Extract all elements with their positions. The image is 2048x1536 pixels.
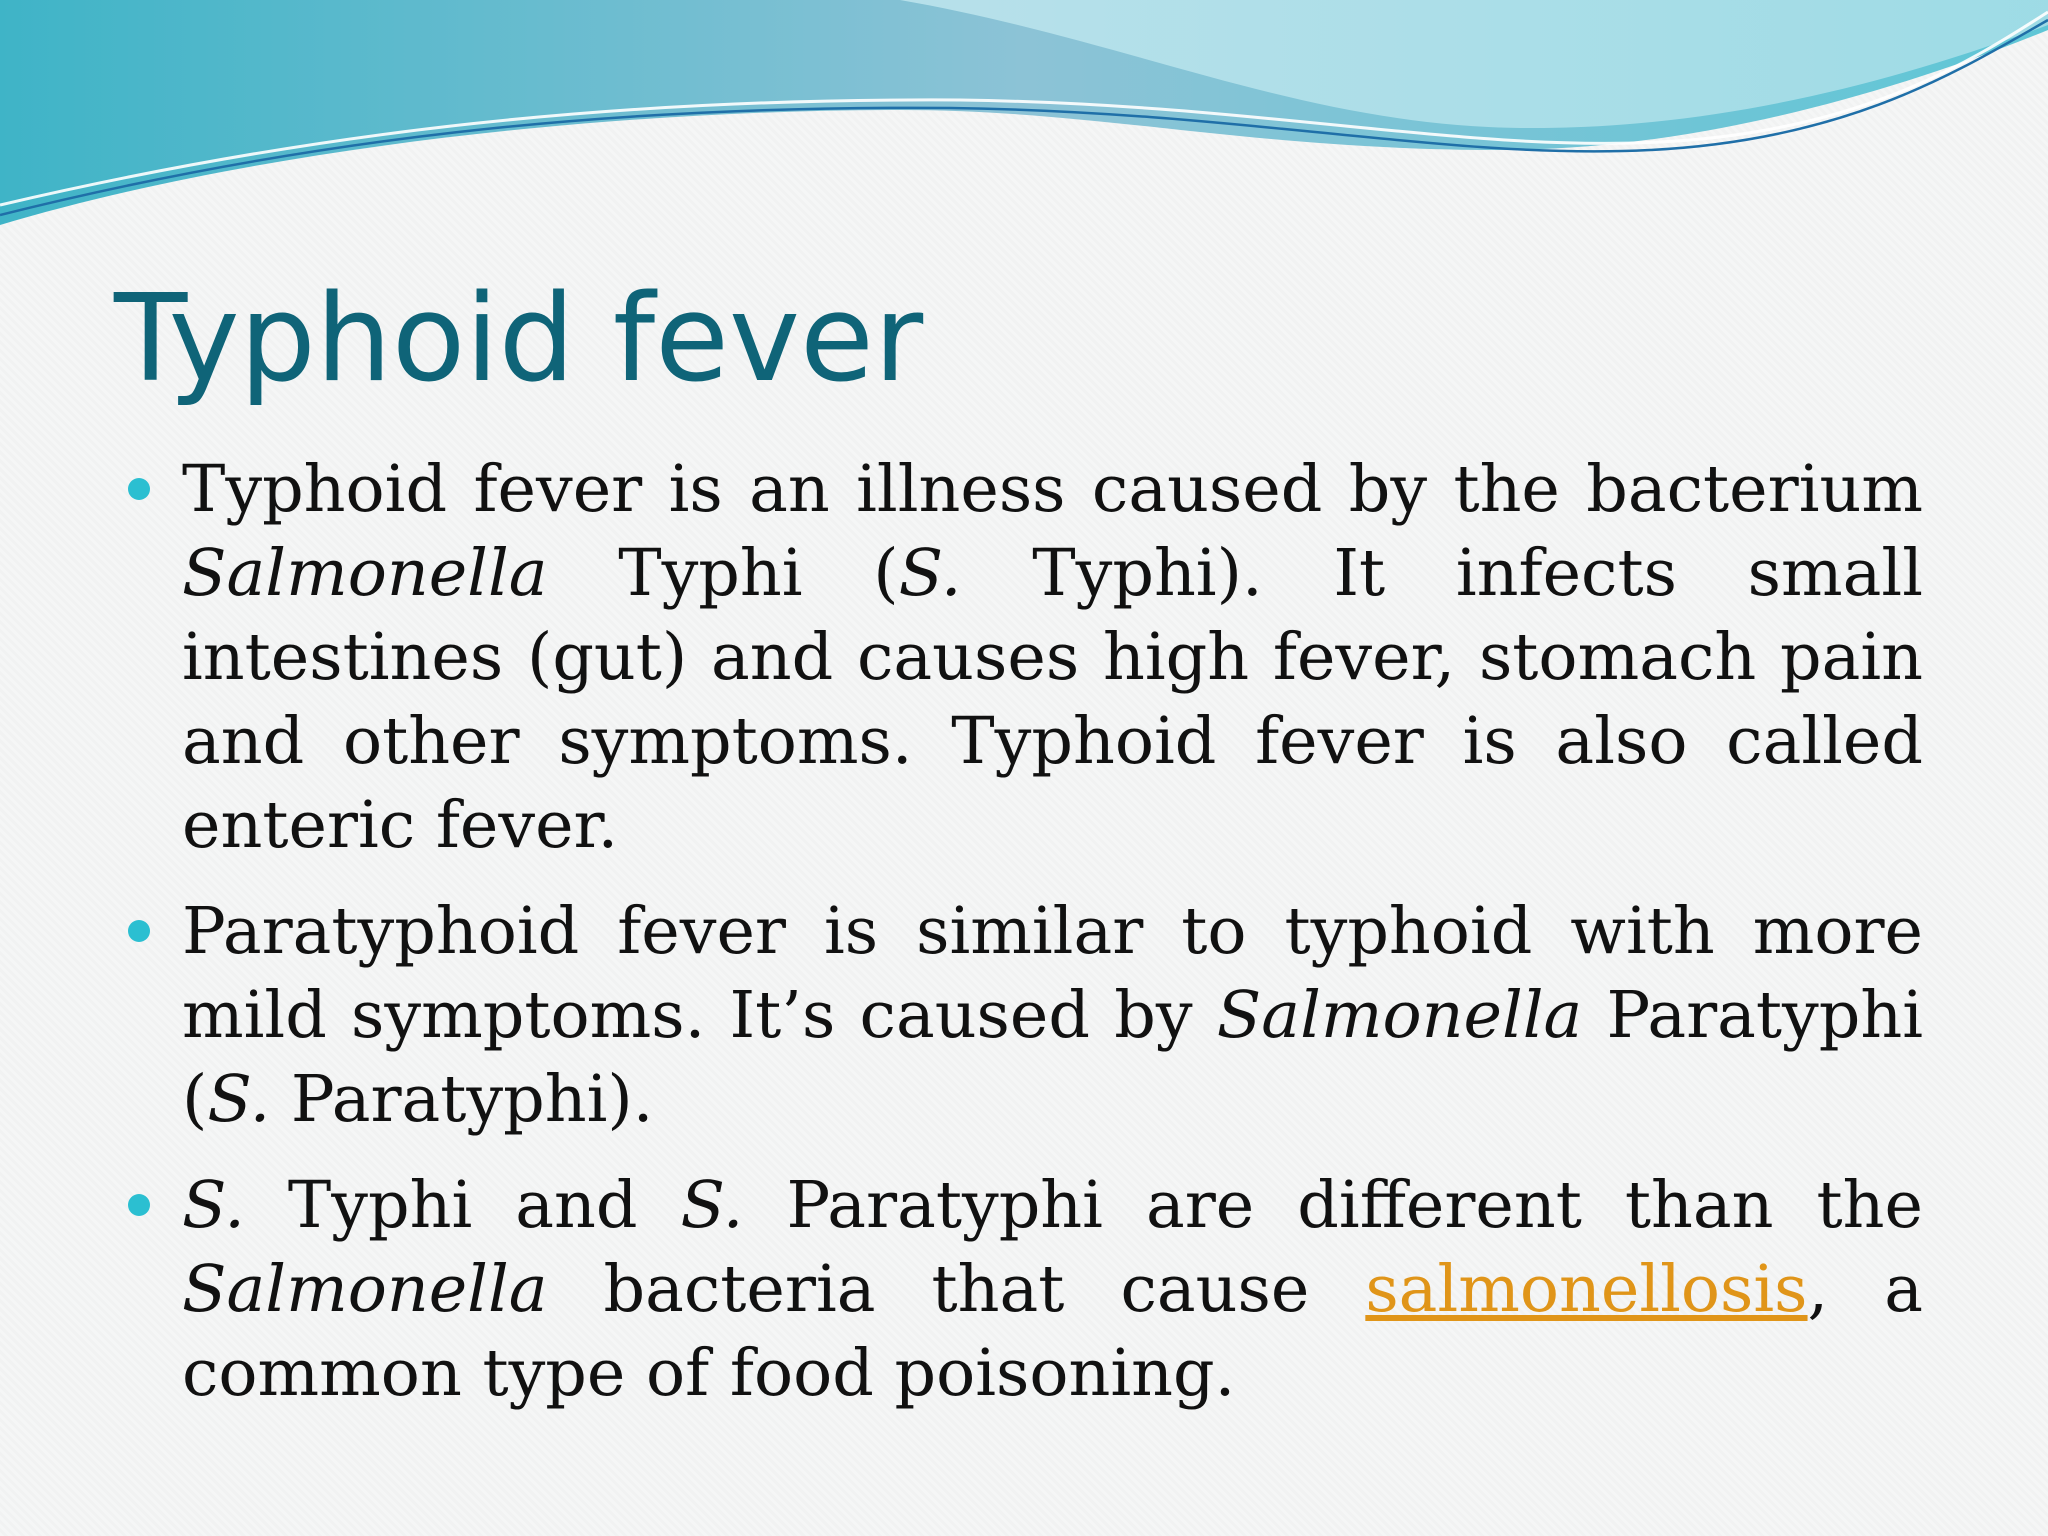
bullet-dot-icon <box>128 478 150 500</box>
salmonellosis-link[interactable]: salmonellosis <box>1365 1252 1808 1327</box>
bullet-item-typhoid <box>120 448 1923 868</box>
header-wave-decoration <box>0 0 2048 240</box>
bullet-item-paratyphoid <box>120 890 1923 1142</box>
bullet-dot-icon <box>128 920 150 942</box>
bullet-text: Paratyphoid fever is similar to typhoid with more mild symptoms. It’s caused by Salmonella Paratyphi (S. Paratyphi). <box>182 894 1923 1137</box>
bullet-item-difference <box>120 1164 1923 1416</box>
bullet-list <box>120 448 1923 1438</box>
slide-title: Typhoid fever <box>114 270 924 409</box>
bullet-dot-icon <box>128 1194 150 1216</box>
bullet-text: S. Typhi and S. Paratyphi are different than the Salmonella bacteria that cause salmonellosis, a common type of food poisoning. <box>182 1168 1924 1411</box>
bullet-text: Typhoid fever is an illness caused by the bacterium Salmonella Typhi (S. Typhi). It infects small intestines (gut) and causes high fever, stomach pain and other symptoms. Typhoid fever is also called enteric fever. <box>182 452 1923 863</box>
